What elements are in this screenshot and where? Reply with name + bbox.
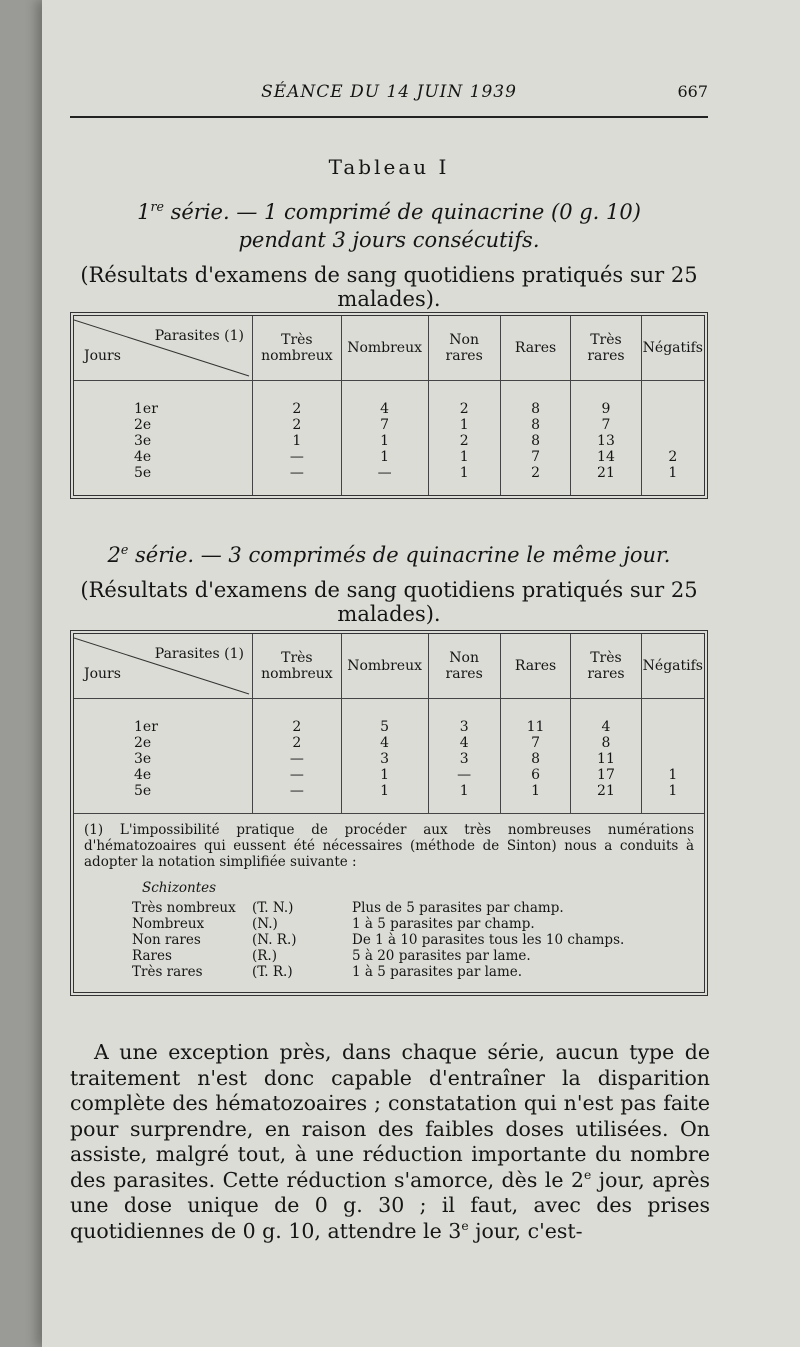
table-row: 5e — 1 1 1 21 1 (74, 783, 704, 799)
table-row: 5e — — 1 2 21 1 (74, 465, 704, 481)
col-tres-rares: Très rares (571, 316, 641, 381)
col-nombreux: Nombreux (341, 634, 428, 699)
table-serie-1 (70, 312, 708, 499)
serie1-subtitle: (Résultats d'examens de sang quotidiens pratiqués sur 25 malades). (80, 263, 698, 311)
page-number: 667 (677, 82, 708, 101)
definitions: Très nombreux (T. N.) Plus de 5 parasites par champ. Nombreux (N.) 1 à 5 parasites par champ. Non rares (N. R.) De 1 à 10 parasites tous les 10 champs. Rares (R.) 5 à 20 parasites par lame. Très rares (T. R.) 1 à 5 parasites par lame. (132, 900, 625, 980)
table-row: 2e 2 7 1 8 7 (74, 417, 704, 433)
table-row: 1er 2 4 2 8 9 (74, 401, 704, 417)
col-rares: Rares (500, 634, 570, 699)
table-row: 3e — 3 3 8 11 (74, 751, 704, 767)
body-paragraph: A une exception près, dans chaque série, aucun type de traitement n'est donc capable d'entraîner la disparition complète des hématozoaires ; constatation qui n'est pas faite pour surprendre, en raison des faibles doses utilisées. On assiste, malgré tout, à une réduction importante du nombre des parasites. Cette réduction s'amorce, dès le 2e jour, après une dose unique de 0 g. 30 ; il faut, avec des prises quotidiennes de 0 g. 10, attendre le 3e jour, c'est- (70, 1040, 710, 1243)
table-row: 4e — 1 — 6 17 1 (74, 767, 704, 783)
col-nombreux: Nombreux (341, 316, 428, 381)
running-header (70, 82, 708, 110)
table-row: 4e — 1 1 7 14 2 (74, 449, 704, 465)
footnote-text: (1) L'impossibilité pratique de procéder aux très nombreuses numérations d'hématozoaires qui eussent été nécessaires (méthode de Sinton) nous a conduits à adopter la notation simplifiée suivante : (84, 822, 694, 870)
col-negatifs: Négatifs (641, 316, 704, 381)
book-gutter (0, 0, 42, 1347)
header-rule (70, 116, 708, 118)
diagonal-header (74, 634, 253, 699)
table-serie-2 (70, 630, 708, 996)
col-non-rares: Non rares (428, 316, 500, 381)
header-jours: Jours (84, 348, 121, 364)
table-row: 2e 2 4 4 7 8 (74, 735, 704, 751)
diagonal-header (74, 316, 253, 381)
col-rares: Rares (500, 316, 570, 381)
serie1-title-line2: pendant 3 jours consécutifs. (238, 228, 540, 252)
serie2-subtitle: (Résultats d'examens de sang quotidiens pratiqués sur 25 malades). (80, 578, 698, 626)
footnote-heading: Schizontes (142, 880, 217, 896)
header-parasites: Parasites (1) (154, 646, 245, 662)
table-heading: Tableau I (328, 155, 450, 179)
table-row: 1er 2 5 3 11 4 (74, 719, 704, 735)
col-negatifs: Négatifs (641, 634, 704, 699)
header-parasites: Parasites (1) (154, 328, 245, 344)
header-title: SÉANCE DU 14 JUIN 1939 (261, 82, 517, 102)
header-jours: Jours (84, 666, 121, 682)
col-tres-rares: Très rares (571, 634, 641, 699)
table-row: 3e 1 1 2 8 13 (74, 433, 704, 449)
serie2-title: 2e série. — 3 comprimés de quinacrine le même jour. (107, 542, 671, 567)
serie1-title: 1re série. — 1 comprimé de quinacrine (0 g. 10) (137, 199, 641, 224)
col-non-rares: Non rares (428, 634, 500, 699)
footnote (74, 813, 704, 992)
col-tres-nombreux: Très nombreux (253, 316, 342, 381)
col-tres-nombreux: Très nombreux (253, 634, 342, 699)
